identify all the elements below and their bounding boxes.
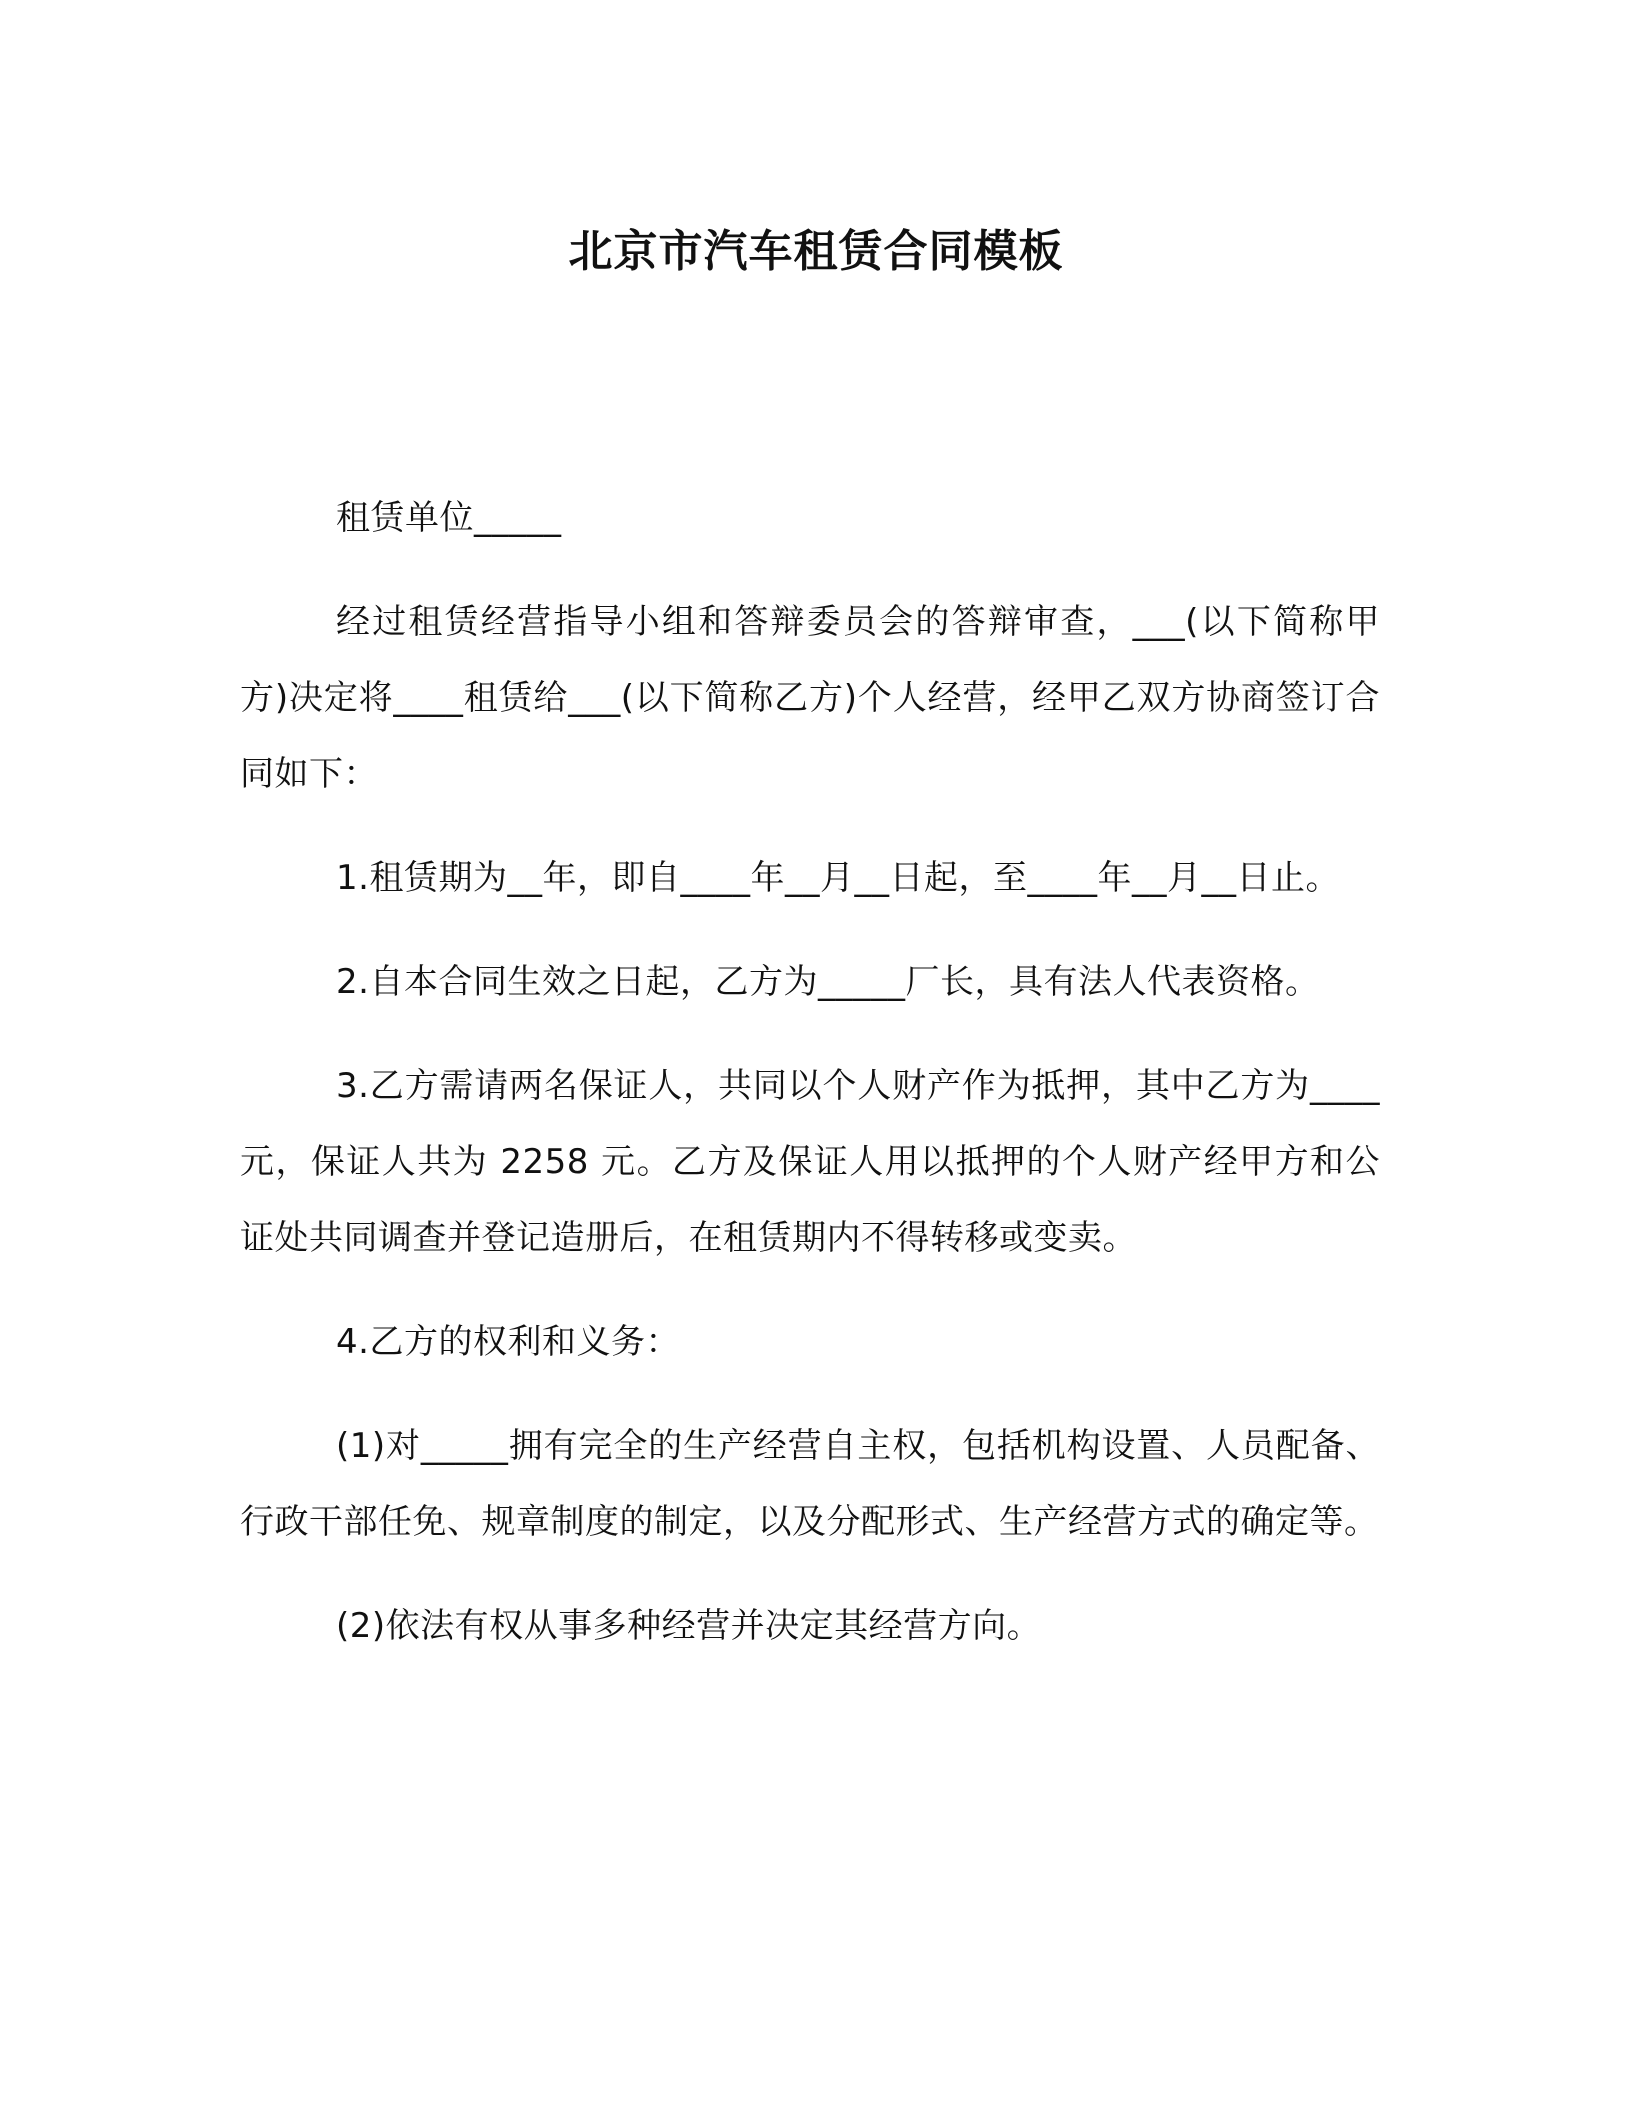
paragraph-right-1: (1)对_____拥有完全的生产经营自主权，包括机构设置、人员配备、行政干部任免、规章制度的制定，以及分配形式、生产经营方式的确定等。 bbox=[240, 1426, 1380, 1542]
paragraph-preamble: 经过租赁经营指导小组和答辩委员会的答辩审查，___(以下简称甲方)决定将____租赁给___(以下简称乙方)个人经营，经甲乙双方协商签订合同如下： bbox=[240, 602, 1380, 794]
document-body bbox=[240, 480, 1380, 1692]
document-title: 北京市汽车租赁合同模板 bbox=[568, 226, 1064, 277]
paragraph-guarantors: 3.乙方需请两名保证人，共同以个人财产作为抵押，其中乙方为____元，保证人共为 2258 元。乙方及保证人用以抵押的个人财产经甲方和公证处共同调查并登记造册后，在租赁期内不得转移或变卖。 bbox=[240, 1066, 1380, 1258]
paragraph-legal-representative: 2.自本合同生效之日起，乙方为_____厂长，具有法人代表资格。 bbox=[336, 962, 1320, 1002]
paragraph-term: 1.租赁期为__年，即自____年__月__日起，至____年__月__日止。 bbox=[336, 858, 1340, 898]
paragraph-right-2: (2)依法有权从事多种经营并决定其经营方向。 bbox=[336, 1606, 1042, 1646]
paragraph-lessee-unit: 租赁单位_____ bbox=[336, 498, 562, 538]
paragraph-rights-heading: 4.乙方的权利和义务： bbox=[336, 1322, 680, 1362]
